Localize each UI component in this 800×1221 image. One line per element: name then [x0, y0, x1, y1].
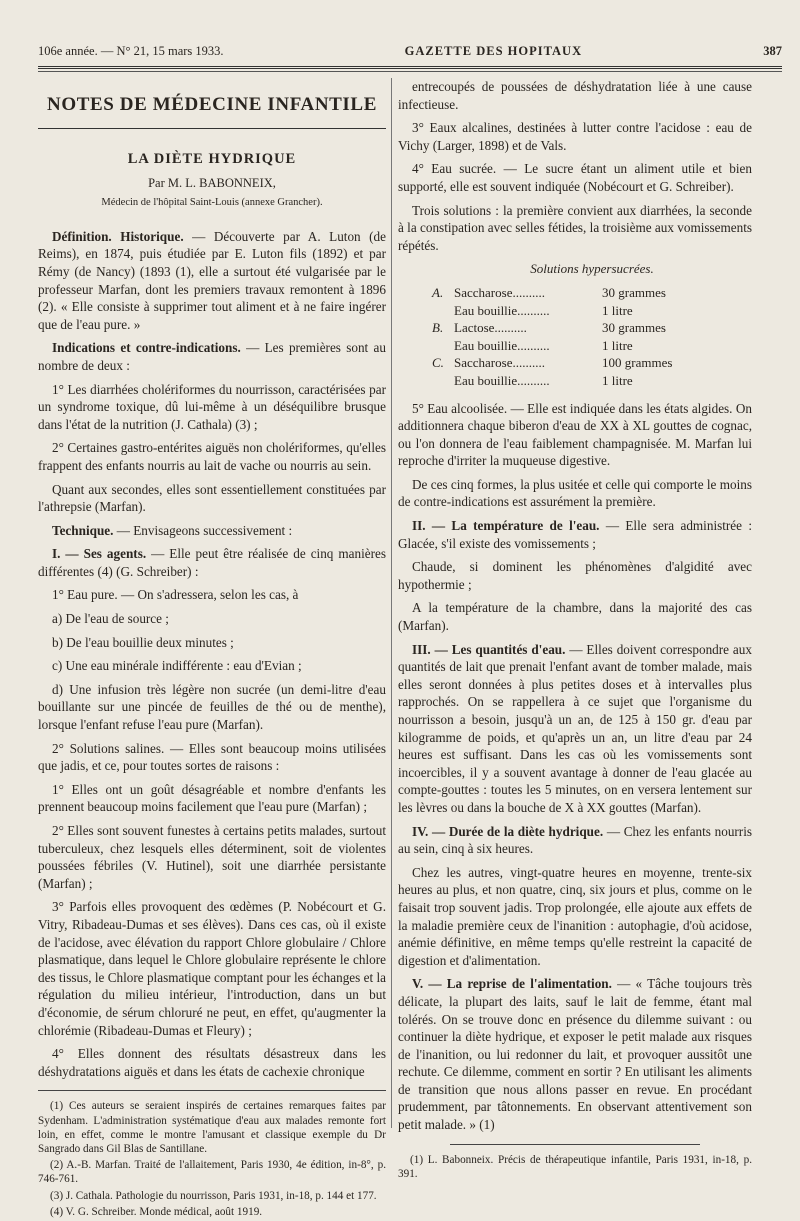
solution-quantity: 1 litre	[602, 337, 633, 353]
left-footnotes	[38, 1099, 386, 1219]
paragraph-text: Quant aux secondes, elles sont essentiellement constituées par l'athrepsie (Marfan).	[38, 481, 386, 515]
section-rule	[38, 128, 386, 129]
paragraph	[398, 400, 752, 470]
paragraph	[38, 586, 386, 604]
paragraph-lead: Technique.	[52, 522, 114, 538]
paragraph-lead: Indications et contre-indications.	[52, 340, 241, 356]
solution-letter	[432, 372, 454, 390]
right-body-top	[398, 78, 752, 254]
footnote: (3) J. Cathala. Pathologie du nourrisson, Paris 1931, in-18, p. 144 et 177.	[50, 1189, 377, 1202]
solution-ingredient: Eau bouillie..........	[454, 302, 550, 318]
running-header	[38, 44, 782, 64]
paragraph-text: — Les premières sont au nombre de deux :	[38, 340, 386, 373]
solution-row	[432, 284, 752, 302]
solution-row	[432, 372, 752, 390]
solution-letter: C.	[432, 355, 444, 371]
paragraph-text: d) Une infusion très légère non sucrée (un demi-litre d'eau bouillante sur une pincée de feuilles de thé ou de menthe), lorsque l'enfant refuse l'eau pure (Marfan).	[38, 681, 386, 733]
paragraph-text: Trois solutions : la première convient aux diarrhées, la seconde à la constipation avec selles fétides, la troisième aux vomissements répétés.	[398, 202, 752, 253]
paragraph-text: 2° Certaines gastro-entérites aiguës non cholériformes, qu'elles frappent des enfants nourris au lait de vache ou nourris au sein.	[38, 440, 386, 473]
solution-quantity: 100 grammes	[602, 355, 673, 371]
solution-quantity: 1 litre	[602, 302, 633, 318]
paragraph-text: A la température de la chambre, dans la majorité des cas (Marfan).	[398, 600, 752, 634]
paragraph-lead: I. — Ses agents.	[52, 546, 147, 562]
solutions-table	[432, 260, 752, 389]
paragraph	[38, 822, 386, 892]
solution-ingredient: Eau bouillie..........	[454, 372, 550, 388]
paragraph	[38, 657, 386, 675]
paragraph	[398, 823, 752, 858]
paragraph-text: b) De l'eau bouillie deux minutes ;	[52, 634, 234, 650]
paragraph	[38, 781, 386, 816]
footnote: (2) A.-B. Marfan. Traité de l'allaitement, Paris 1930, 4e édition, in-8°, p. 746-761.	[38, 1159, 386, 1186]
column-divider	[391, 78, 392, 1128]
right-column	[398, 78, 752, 1183]
paragraph-text: — Elles doivent correspondre aux quantités de lait que prenait l'enfant avant de tomber malade, mais elles seront données à plus petites doses et à intervalles plus rapprochés. On se rappellera à ce sujet que l'organisme du nourrisson a besoin, jusqu'à un an, de 125 à 150 gr. d'eau par kilogramme de poids, et qu'après un an, un litre d'eau par 24 heures est suffisant. Dans les cas où les vomissements sont incoercibles, il y a souvent avantage à donner de l'eau glacée au compte-gouttes : toutes les 5 minutes, on en versera lentement sur les lèvres ou dans la bouche de X à XX gouttes (Marfan).	[398, 641, 752, 815]
solution-quantity: 30 grammes	[602, 320, 666, 336]
paragraph	[38, 634, 386, 652]
header-rule-thin	[38, 71, 782, 72]
footnote: (1) L. Babonneix. Précis de thérapeutique infantile, Paris 1931, in-18, p. 391.	[398, 1153, 752, 1180]
paragraph-text: 3° Eaux alcalines, destinées à lutter contre l'acidose : eau de Vichy (Larger, 1898) et de Vals.	[398, 120, 752, 153]
solution-ingredient: Lactose..........	[454, 320, 527, 336]
paragraph	[38, 439, 386, 474]
paragraph	[38, 381, 386, 434]
paragraph-text: c) Une eau minérale indifférente : eau d'Evian ;	[52, 658, 302, 674]
solution-ingredient: Eau bouillie..........	[454, 337, 550, 353]
paragraph	[38, 545, 386, 580]
paragraph-lead: III. — Les quantités d'eau.	[412, 641, 566, 657]
paragraph-lead: V. — La reprise de l'alimentation.	[412, 976, 612, 992]
paragraph	[38, 740, 386, 775]
paragraph	[398, 202, 752, 255]
paragraph	[398, 641, 752, 817]
paragraph-text: entrecoupés de poussées de déshydratation liée à une cause infectieuse.	[398, 79, 752, 112]
paragraph-text: — « Tâche toujours très délicate, la plupart des laits, sauf le lait de femme, étant mal tolérés. On se trouve donc en présence du dilemme suivant : ou continuer la diète hydrique, et exposer le petit malade aux risques de l'inanition, ou lui redonner du lait, et provoquer aussitôt une rechute. Ce dilemme, comment en sortir ? En utilisant les aliments de transition que nous allons passer en revue. En procédant prudemment, par tâtonnements. En observant attentivement son petit malade. » (1)	[398, 976, 752, 1133]
solution-row	[432, 354, 752, 372]
paragraph	[38, 898, 386, 1039]
solution-quantity: 30 grammes	[602, 284, 666, 300]
author-affiliation: Médecin de l'hôpital Saint-Louis (annexe Grancher).	[101, 197, 323, 209]
footnote-rule	[38, 1090, 386, 1091]
paragraph	[398, 160, 752, 195]
header-rule	[38, 66, 782, 69]
solution-row	[432, 319, 752, 337]
paragraph-text: 4° Eau sucrée. — Le sucre étant un aliment utile et bien supporté, elle est souvent indiquée (Nobécourt et G. Schreiber).	[398, 161, 752, 194]
footnote-rule	[450, 1144, 700, 1145]
paragraph-text: 5° Eau alcoolisée. — Elle est indiquée dans les états algides. On additionnera chaque biberon d'eau de XX à XL gouttes de cognac, ou l'on donnera de l'eau faiblement champagnisée. M. Marfan lui reproche d'irriter la muqueuse digestive.	[398, 400, 752, 469]
paragraph	[398, 119, 752, 154]
paragraph	[398, 558, 752, 593]
left-column	[38, 78, 386, 1221]
solution-letter: A.	[432, 284, 444, 300]
paragraph-text: Chez les autres, vingt-quatre heures en moyenne, trente-six heures au plus, et non quatre, cinq, six jours et plus, comme on le faisait trop souvent jadis. Trop prolongée, elle ajoute aux effets de la maladie première ceux de l'inanition : autophagie, d'où acidose, anémie définitive, en même temps qu'elle restreint la capacité de digestion et d'alimentation.	[398, 864, 752, 968]
section-title: NOTES DE MÉDECINE INFANTILE	[47, 94, 377, 115]
author-byline: Par M. L. BABONNEIX,	[148, 175, 276, 190]
paragraph	[398, 975, 752, 1133]
left-body	[38, 228, 386, 1081]
paragraph-text: 3° Parfois elles provoquent des œdèmes (P. Nobécourt et G. Vitry, Ribadeau-Dumas et ses élèves). Dans ces cas, où il existe de l'acidose, avec élévation du rapport Chlore globulaire / Chlore plasmatique, dans lequel le Chlore globulaire représente le chlore des tissus, le Chlore plasmatique comptant pour les échanges et la régulation du milieu intérieur, l'introduction, dans un but d'économie, de sérum chloruré ne peut, en effet, qu'augmenter la chlorémie (Ribadeau-Dumas et Fleury) ;	[38, 899, 386, 1038]
article-title: LA DIÈTE HYDRIQUE	[127, 151, 297, 167]
journal-title: GAZETTE DES HOPITAUX	[404, 44, 583, 58]
paragraph-text: 2° Solutions salines. — Elles sont beaucoup moins utilisées que jadis, et ce, pour toutes sortes de raisons :	[38, 740, 386, 774]
solutions-rows	[432, 284, 752, 390]
paragraph-lead: II. — La température de l'eau.	[412, 518, 600, 534]
solution-letter	[432, 337, 454, 355]
paragraph-text: — Elle peut être réalisée de cinq manières différentes (4) (G. Schreiber) :	[38, 546, 386, 579]
paragraph	[38, 1045, 386, 1080]
paragraph-text: — Chez les enfants nourris au sein, cinq à six heures.	[398, 823, 752, 857]
paragraph-text: a) De l'eau de source ;	[52, 611, 169, 627]
paragraph-text: — Découverte par A. Luton (de Reims), en 1874, puis étudiée par E. Luton fils (1892) et par Rémy (de Nancy) (1893 (1), elle a surtout été vulgarisée par le professeur Marfan, dont les premiers travaux remontent à 1896 (2). « Elle consiste à supprimer tout aliment et à ne faire ingérer que de l'eau pure. »	[38, 228, 387, 332]
solutions-heading: Solutions hypersucrées.	[530, 261, 654, 277]
issue-info: 106e année. — N° 21, 15 mars 1933.	[38, 44, 224, 58]
paragraph-text: 1° Eau pure. — On s'adressera, selon les cas, à	[52, 587, 299, 603]
solution-row	[432, 302, 752, 320]
solution-quantity: 1 litre	[602, 372, 633, 388]
paragraph	[398, 864, 752, 970]
paragraph	[398, 476, 752, 511]
paragraph	[398, 599, 752, 634]
footnote: (1) Ces auteurs se seraient inspirés de certaines remarques faites par Sydenham. L'administration systématique d'eau aux malades remonte fort loin, en effet, comme le montre l'amusant et classique exemple du Dr Sangrado dans Gil Blas de Santillane.	[38, 1100, 386, 1155]
page-number: 387	[763, 44, 782, 58]
footnote: (4) V. G. Schreiber. Monde médical, août 1919.	[50, 1205, 263, 1218]
paragraph	[38, 681, 386, 734]
solution-row	[432, 337, 752, 355]
paragraph-text: 1° Les diarrhées cholériformes du nourrisson, caractérisées par un syndrome toxique, dû lui-même à un déséquilibre brusque dans l'état de la nutrition (J. Cathala) (3) ;	[38, 381, 386, 432]
paragraph	[38, 610, 386, 628]
paragraph-lead: Définition. Historique.	[52, 228, 184, 244]
paragraph-text: 4° Elles donnent des résultats désastreux dans les déshydratations aiguës et dans les états de cachexie chronique	[38, 1046, 386, 1079]
right-body-bottom	[398, 400, 752, 1134]
paragraph-text: — Elle sera administrée : Glacée, s'il existe des vomissements ;	[398, 518, 753, 551]
solution-ingredient: Saccharose..........	[454, 355, 545, 371]
paragraph-text: Chaude, si dominent les phénomènes d'algidité avec hypothermie ;	[398, 559, 752, 592]
paragraph	[398, 517, 752, 552]
paragraph	[38, 481, 386, 516]
paragraph	[38, 339, 386, 374]
paragraph	[398, 78, 752, 113]
paragraph-text: De ces cinq formes, la plus usitée et celle qui comporte le moins de contre-indications est assurément la première.	[398, 476, 752, 510]
paragraph-lead: IV. — Durée de la diète hydrique.	[412, 823, 604, 839]
paragraph-text: — Envisageons successivement :	[113, 522, 293, 538]
solution-letter: B.	[432, 320, 444, 336]
paragraph	[38, 522, 386, 540]
paragraph-text: 1° Elles ont un goût désagréable et nombre d'enfants les prennent beaucoup moins facilement que l'eau pure (Marfan) ;	[38, 781, 386, 815]
solution-ingredient: Saccharose..........	[454, 284, 545, 300]
paragraph	[38, 228, 386, 334]
solution-letter	[432, 302, 454, 320]
paragraph-text: 2° Elles sont souvent funestes à certains petits malades, surtout tuberculeux, chez lesquels elles déterminent, soit de violentes poussées fébriles (V. Hutinel), soit une diarrhée persistante (Marfan) ;	[38, 823, 386, 891]
